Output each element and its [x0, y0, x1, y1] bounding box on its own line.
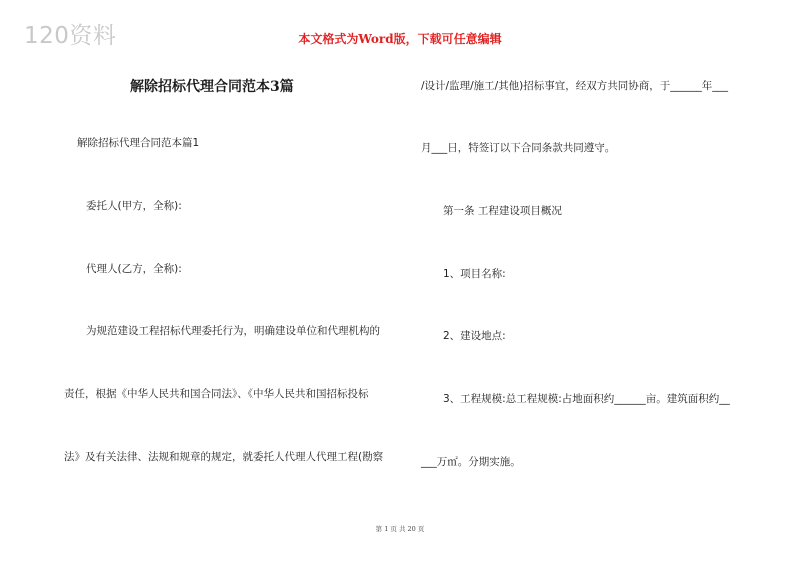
article-heading: 第一条 工程建设项目概况 [443, 205, 562, 217]
watermark-logo: 120资料 [24, 23, 117, 49]
format-notice-banner: 本文格式为Word版，下载可任意编辑 [298, 32, 502, 46]
list-item: 3、工程规模:总工程规模:占地面积约______亩。建筑面积约__ [443, 393, 730, 405]
section-heading: 解除招标代理合同范本篇1 [77, 137, 200, 149]
paragraph-line: 月___日，特签订以下合同条款共同遵守。 [421, 142, 616, 154]
paragraph-line: /设计/监理/施工/其他)招标事宜，经双方共同协商，于______年___ [421, 80, 728, 92]
paragraph-line: 责任，根据《中华人民共和国合同法》、《中华人民共和国招标投标 [64, 388, 369, 400]
paragraph-line: ___万㎡。分期实施。 [421, 456, 521, 468]
paragraph-line: 代理人(乙方，全称): [86, 263, 182, 275]
page-number-footer: 第 1 页 共 20 页 [375, 525, 425, 533]
paragraph-line: 法》及有关法律、法规和规章的规定，就委托人代理人代理工程(勘察 [64, 451, 384, 463]
list-item: 2、建设地点: [443, 330, 506, 342]
document-title: 解除招标代理合同范本3篇 [130, 79, 294, 95]
paragraph-line: 委托人(甲方，全称): [86, 200, 182, 212]
list-item: 1、项目名称: [443, 268, 506, 280]
paragraph-line: 为规范建设工程招标代理委托行为，明确建设单位和代理机构的 [86, 325, 380, 337]
